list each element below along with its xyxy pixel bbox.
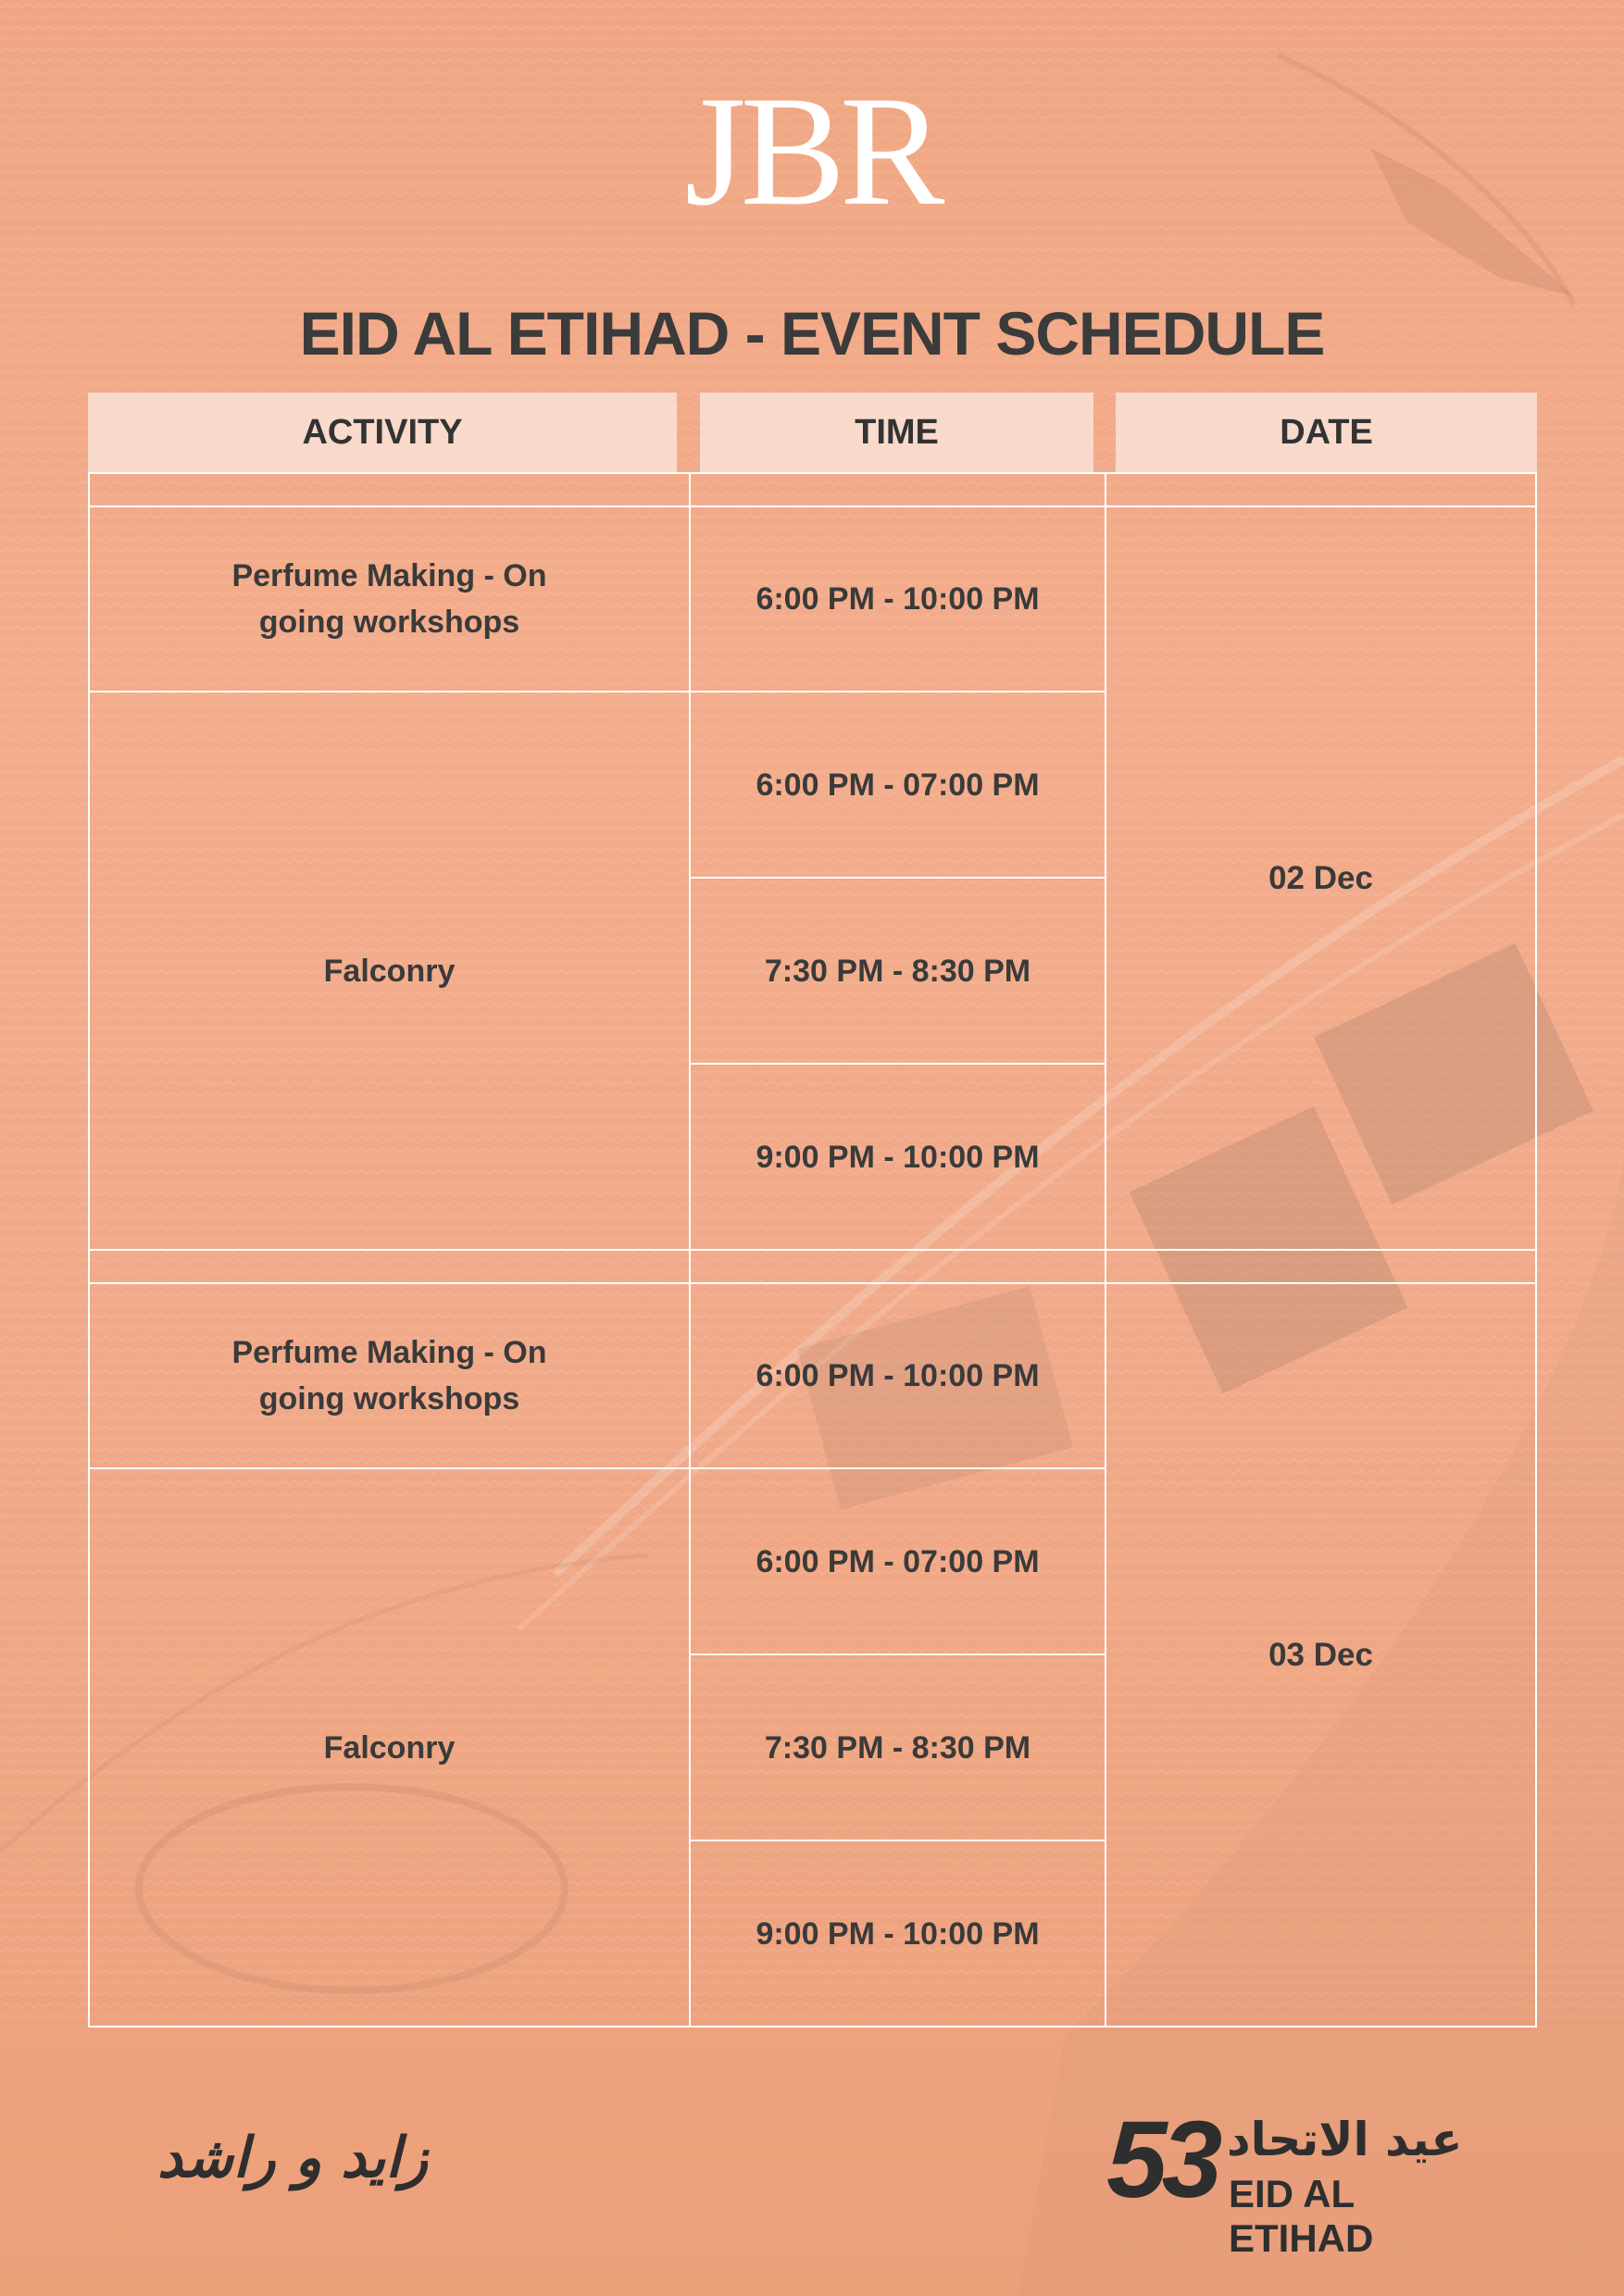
time-cell: 9:00 PM - 10:00 PM [689,1840,1106,2028]
time-cell: 7:30 PM - 8:30 PM [689,1653,1106,1841]
zayed-rashid-signature: زايد و راشد [157,2126,429,2190]
activity-cell: Perfume Making - On going workshops [88,1282,691,1469]
spacer-cell [689,1249,1106,1284]
emblem-english: EID AL ETIHAD [1229,2172,1374,2260]
date-cell: 03 Dec [1105,1282,1537,2028]
date-cell: 02 Dec [1105,505,1537,1251]
activity-cell: Perfume Making - On going workshops [88,505,691,693]
emblem-arabic: عيد الاتحاد [1227,2113,1463,2166]
time-cell: 9:00 PM - 10:00 PM [689,1063,1106,1251]
emblem-number: 53 [1106,2099,1218,2221]
spacer-cell [88,472,691,507]
time-cell: 6:00 PM - 07:00 PM [689,691,1106,879]
time-cell: 6:00 PM - 07:00 PM [689,1467,1106,1655]
header-activity: ACTIVITY [88,393,677,472]
time-cell: 7:30 PM - 8:30 PM [689,877,1106,1065]
activity-cell: Falconry [88,1467,691,2028]
time-cell: 6:00 PM - 10:00 PM [689,505,1106,693]
spacer-cell [1105,472,1537,507]
spacer-cell [88,1249,691,1284]
time-cell: 6:00 PM - 10:00 PM [689,1282,1106,1469]
eid-al-etihad-53-emblem [1106,2099,1468,2260]
activity-cell: Falconry [88,691,691,1251]
jbr-logo: JBR [684,64,940,238]
spacer-cell [689,472,1106,507]
header-time: TIME [700,393,1093,472]
page-title: EID AL ETIHAD - EVENT SCHEDULE [299,299,1325,368]
spacer-cell [1105,1249,1537,1284]
header-date: DATE [1116,393,1537,472]
